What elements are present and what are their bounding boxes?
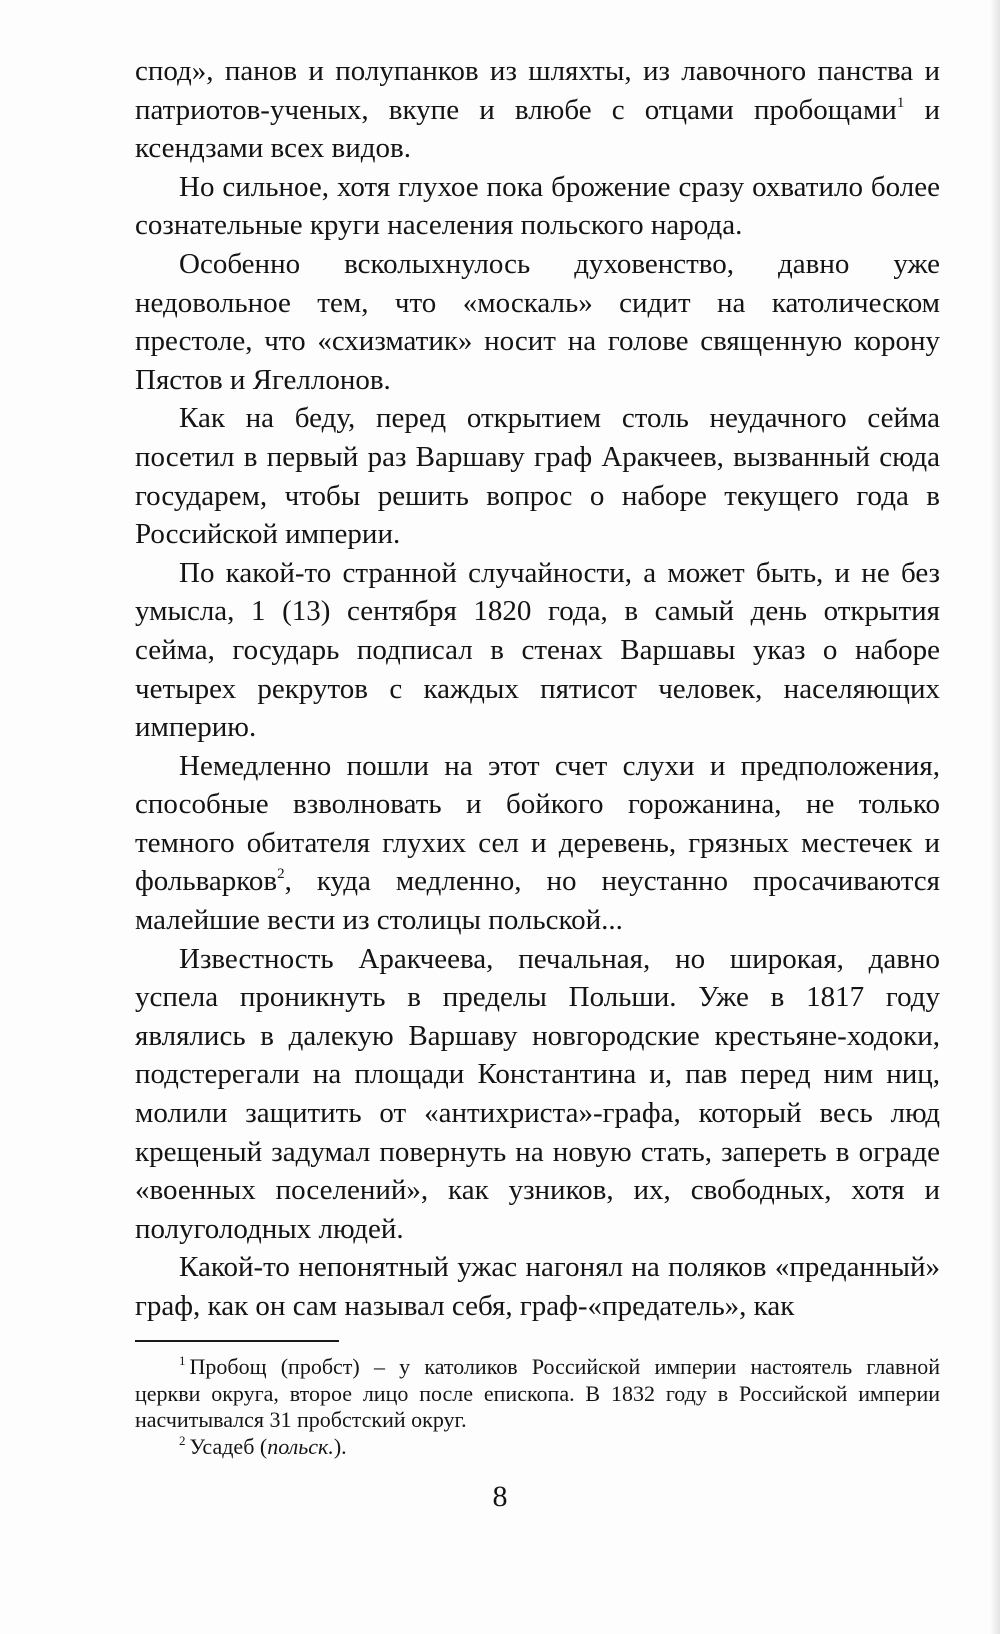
paragraph-text: спод», панов и полупанков из шляхты, из лавочного панства и патриотов-ученых, вкупе и влюбе с отцами пробощами xyxy=(135,55,940,126)
paragraph: Какой-то непонятный ужас нагонял на поляков «преданный» граф, как он сам называл себя, граф-«предатель», как xyxy=(135,1251,940,1322)
footnote-divider xyxy=(135,1340,339,1342)
footnote-mark-2: 2 xyxy=(179,1432,186,1448)
paragraph-text: и ксендзами всех видов. xyxy=(135,93,941,165)
paragraph: Но сильное, хотя глухое пока брожение сразу охватило более сознательные круги населения польского народа. xyxy=(135,170,940,242)
footnote-2 xyxy=(135,1434,940,1461)
footnote-text: ). xyxy=(333,1433,347,1459)
paragraph-text: , куда медленно, но неустанно просачиваются малейшие вести из столицы польской... xyxy=(135,865,940,937)
footnote-1 xyxy=(135,1354,940,1434)
footnote-ref-1[interactable]: 1 xyxy=(896,94,905,111)
paragraph: По какой-то странной случайности, а может быть, и не без умысла, 1 (13) сентября 1820 года, в самый день открытия сейма, государь подписал в стенах Варшавы указ о наборе четырех рекрутов с каждых пятисот человек, населяющих империю. xyxy=(135,556,940,744)
paragraph-continued xyxy=(135,52,940,168)
paragraph: Особенно всколыхнулось духовенство, давно уже недовольное тем, что «москаль» сидит на католическом престоле, что «схизматик» носит на голове священную корону Пястов и Ягеллонов. xyxy=(135,247,940,396)
footnote-italic: польск. xyxy=(267,1433,334,1459)
paragraph: Известность Аракчеева, печальная, но широкая, давно успела проникнуть в пределы Польши. Уже в 1817 году являлись в далекую Варшаву новгородские крестьяне-ходоки, подстерегали на площади Константина и, пав перед ним ниц, молили защитить от «антихриста»-графа, который весь люд крещеный задумал повернуть на новую стать, запереть в ограде «военных поселений», как узников, их, свободных, хотя и полуголодных людей. xyxy=(135,942,940,1245)
paragraph-text: Немедленно пошли на этот счет слухи и предположения, способные взволновать и бойкого горожанина, не только темного обитателя глухих сел и деревень, грязных местечек и фольварков xyxy=(135,749,940,898)
footnotes xyxy=(135,1354,940,1460)
page-edge xyxy=(990,0,1000,1634)
page-number: 8 xyxy=(492,1480,508,1513)
main-text xyxy=(135,52,940,1326)
paragraph xyxy=(135,747,940,940)
paragraph: Как на беду, перед открытием столь неудачного сейма посетил в первый раз Варшаву граф Аракчеев, вызванный сюда государем, чтобы решить вопрос о наборе текущего года в Российской империи. xyxy=(135,402,940,551)
footnote-mark-1: 1 xyxy=(179,1353,186,1368)
footnote-ref-2[interactable]: 2 xyxy=(277,866,285,883)
footnote-text: Пробощ (пробст) – у католиков Российской империи настоятель главной церкви округа, второе лицо после епископа. В 1832 году в Российской империи насчитывался 31 пробстский округ. xyxy=(135,1354,940,1432)
footnote-text: Усадеб ( xyxy=(189,1433,268,1459)
